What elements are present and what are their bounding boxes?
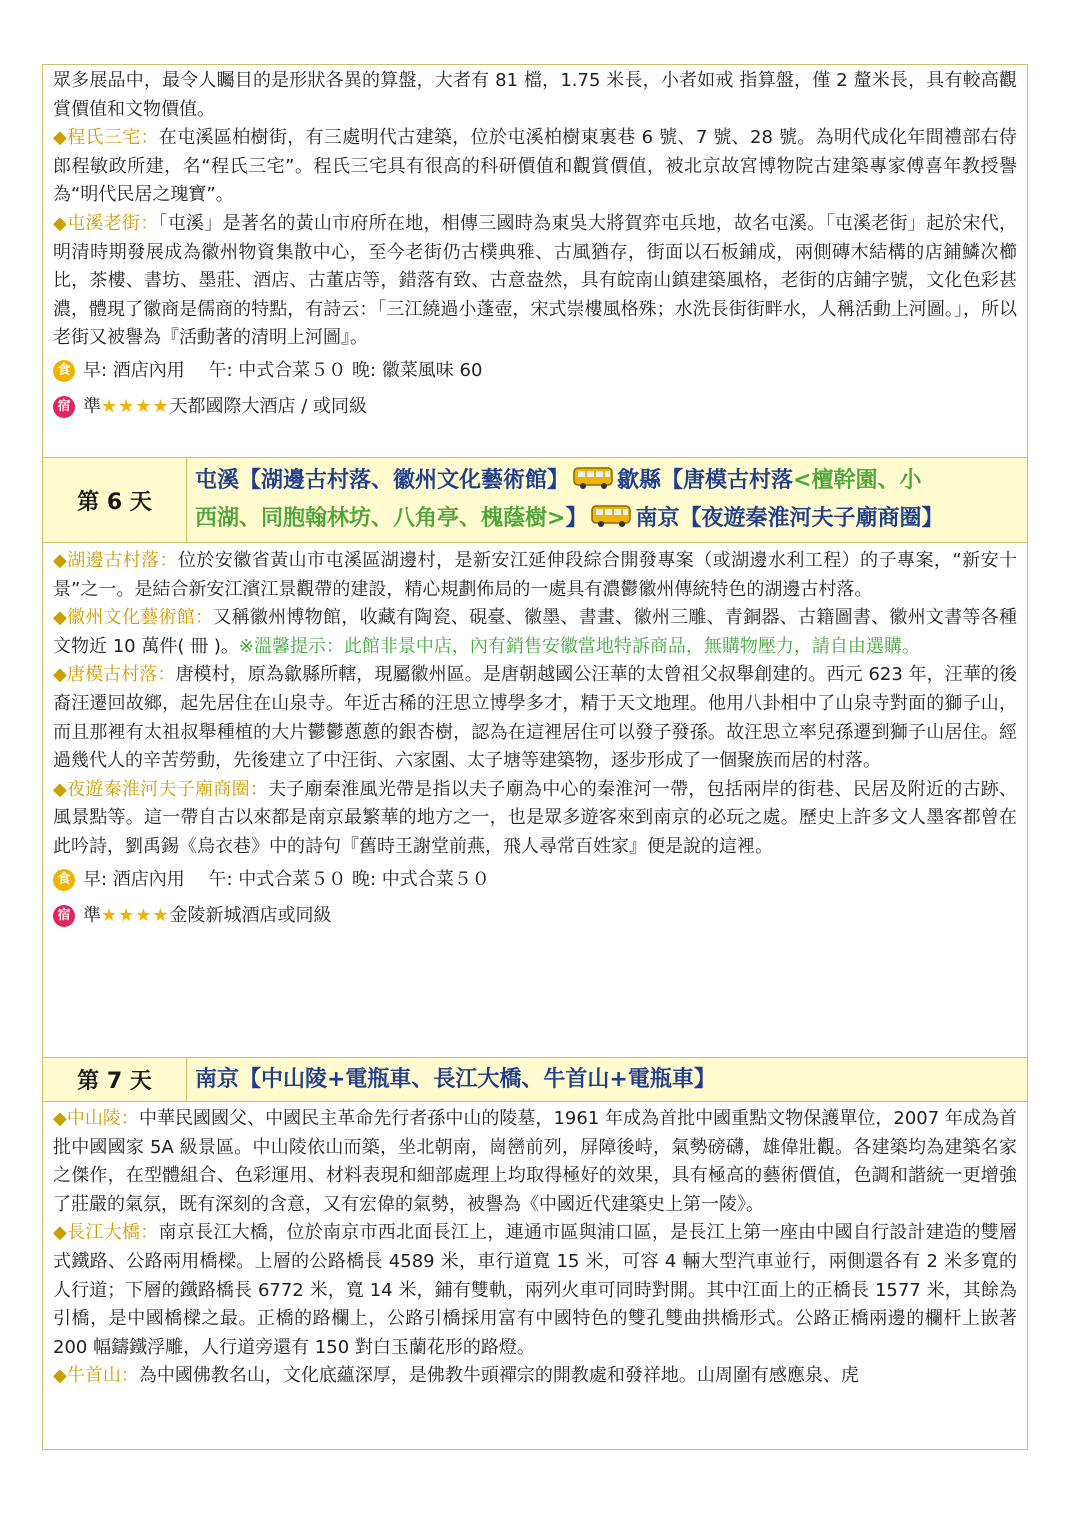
paragraph-tangmo-village: ◆唐模古村落：唐模村，原為歙縣所轄，現屬徽州區。是唐朝越國公汪華的太曾祖父叔舉創建的。西元 623 年，汪華的後裔汪遷回故鄉，起先居住在山泉寺。年近古稀的汪思立博學多才，精于天文地理。他用八卦相中了山泉寺對面的獅子山，而且那裡有太祖叔舉種植的大片鬱鬱蔥蔥的銀杏樹，認為在這裡居住可以發子發孫。故汪思立率兒孫遷到獅子山居住。經過幾代人的辛苦勞動，先後建立了中汪街、六家園、太子塘等建築物，逐步形成了一個聚族而居的村落。 bbox=[53, 664, 1018, 772]
day7-title: 南京【中山陵+電瓶車、長江大橋、牛首山+電瓶車】 bbox=[195, 1067, 716, 1092]
day7-body bbox=[43, 1105, 1027, 1391]
paragraph-huizhou-museum: ◆徽州文化藝術館：又稱徽州博物館，收藏有陶瓷、硯臺、徽墨、書畫、徽州三雕、青銅器、古籍圖書、徽州文書等各種文物近 10 萬件( 冊 )。※溫馨提示：此館非景中店，內有銷售安徽當地特訴商品，無購物壓力，請自由選購。 bbox=[53, 607, 1018, 657]
hotel-icon: 宿 bbox=[53, 396, 75, 418]
day6-label: 第 6 天 bbox=[43, 458, 187, 542]
day7-label: 第 7 天 bbox=[43, 1058, 187, 1101]
day7-header bbox=[43, 1057, 1027, 1102]
shopping-note: ※溫馨提示：此館非景中店，內有銷售安徽當地特訴商品，無購物壓力，請自由選購。 bbox=[238, 635, 920, 657]
paragraph-yangtze-bridge: ◆長江大橋：南京長江大橋，位於南京市西北面長江上，連通市區與浦口區，是長江上第一座由中國自行設計建造的雙層式鐵路、公路兩用橋樑。上層的公路橋長 4589 米，車行道寬 15 米，可容 4 輛大型汽車並行，兩側還各有 2 米多寬的人行道；下層的鐵路橋長 6772 米，寬 14 米，鋪有雙軌，兩列火車可同時對開。其中江面上的正橋長 1577 米，其餘為引橋，是中國橋樑之最。正橋的路欄上，公路引橋採用富有中國特色的雙孔雙曲拱橋形式。公路正橋兩邊的欄杆上嵌著 200 幅鑄鐵浮雕，人行道旁還有 150 對白玉蘭花形的路燈。 bbox=[53, 1222, 1018, 1358]
meal-info: 食 早: 酒店內用 午: 中式合菜５０ 晚: 中式合菜５０ bbox=[53, 862, 1017, 898]
day5-continuation bbox=[43, 67, 1027, 425]
paragraph-cheng-houses: ◆程氏三宅：在屯溪區柏樹街，有三處明代古建築，位於屯溪柏樹東裏巷 6 號、7 號、28 號。為明代成化年間禮部右侍郎程敏政所建，名“程氏三宅”。程氏三宅具有很高的科研價值和觀賞價值，被北京故宮博物院古建築專家傅喜年教授譽為“明代民居之瑰寶”。 bbox=[53, 127, 1018, 206]
paragraph-hubian-village: ◆湖邊古村落：位於安徽省黃山市屯溪區湖邊村，是新安江延伸段綜合開發專案（或湖邊水利工程）的子專案，“新安十景”之一。是結合新安江濱江景觀帶的建設，精心規劃佈局的一處具有濃鬱徽州傳統特色的湖邊古村落。 bbox=[53, 550, 1018, 600]
day6-body bbox=[43, 547, 1027, 934]
star-rating: ★★★★ bbox=[101, 395, 170, 417]
paragraph-abacus: 眾多展品中，最令人矚目的是形狀各異的算盤，大者有 81 檔，1.75 米長，小者如戒 指算盤，僅 2 釐米長，具有較高觀賞價值和文物價值。 bbox=[53, 70, 1017, 120]
day6-title-line2: 西湖、同胞翰林坊、八角亭、槐蔭樹>】 南京【夜遊秦淮河夫子廟商圈】 bbox=[195, 506, 944, 531]
meal-icon: 食 bbox=[53, 869, 75, 891]
bus-icon bbox=[591, 504, 631, 528]
paragraph-tunxi-old-street: ◆屯溪老街：「屯溪」是著名的黃山市府所在地，相傳三國時為東吳大將賀弈屯兵地，故名屯溪。「屯溪老街」起於宋代，明清時期發展成為徽州物資集散中心，至今老街仍古樸典雅、古風猶存，街面以石板鋪成，兩側磚木結構的店鋪鱗次櫛比，茶樓、書坊、墨莊、酒店、古董店等，錯落有致、古意盎然，具有皖南山鎮建築風格，老街的店鋪字號，文化色彩甚濃，體現了徽商是儒商的特點，有詩云：「三江繞過小蓬壺，宋式崇樓風格殊；水洗長街街畔水，人稱活動上河圖。」，所以老街又被譽為『活動著的清明上河圖』。 bbox=[53, 212, 1018, 349]
day6-title-line1: 屯溪【湖邊古村落、徽州文化藝術館】 歙縣【唐模古村落<檀幹園、小 bbox=[195, 468, 922, 493]
bus-icon bbox=[573, 466, 613, 490]
day6-header bbox=[43, 457, 1027, 543]
hotel-info: 宿 準 ★★★★ 金陵新城酒店或同級 bbox=[53, 898, 1017, 934]
hotel-icon: 宿 bbox=[53, 905, 75, 927]
paragraph-sun-yatsen-mausoleum: ◆中山陵：中華民國國父、中國民主革命先行者孫中山的陵墓，1961 年成為首批中國重點文物保護單位，2007 年成為首批中國國家 5A 級景區。中山陵依山而築，坐北朝南，崗巒前列，屏障後峙，氣勢磅礴，雄偉壯觀。各建築均為建築名家之傑作，在型體組合、色彩運用、材料表現和細部處理上均取得極好的效果，具有極高的藝術價值，色調和諧統一更增強了莊嚴的氣氛，既有深刻的含意，又有宏偉的氣勢，被譽為《中國近代建築史上第一陵》。 bbox=[53, 1108, 1018, 1215]
paragraph-niushou-mountain: ◆牛首山：為中國佛教名山，文化底蘊深厚，是佛教牛頭禪宗的開教處和發祥地。山周圍有感應泉、虎 bbox=[53, 1365, 859, 1387]
paragraph-qinhuai-night: ◆夜遊秦淮河夫子廟商圈：夫子廟秦淮風光帶是指以夫子廟為中心的秦淮河一帶，包括兩岸的街巷、民居及附近的古跡、風景點等。這一帶自古以來都是南京最繁華的地方之一，也是眾多遊客來到南京的必玩之處。歷史上許多文人墨客都曾在此吟詩，劉禹錫《烏衣巷》中的詩句『舊時王謝堂前燕，飛人尋常百姓家』便是說的這裡。 bbox=[53, 778, 1018, 857]
itinerary-frame bbox=[42, 64, 1028, 1450]
hotel-info: 宿 準 ★★★★ 天都國際大酒店 / 或同級 bbox=[53, 389, 1017, 425]
meal-info: 食 早: 酒店內用 午: 中式合菜５０ 晚: 徽菜風味 60 bbox=[53, 353, 1017, 389]
meal-icon: 食 bbox=[53, 360, 75, 382]
star-rating: ★★★★ bbox=[101, 904, 170, 926]
